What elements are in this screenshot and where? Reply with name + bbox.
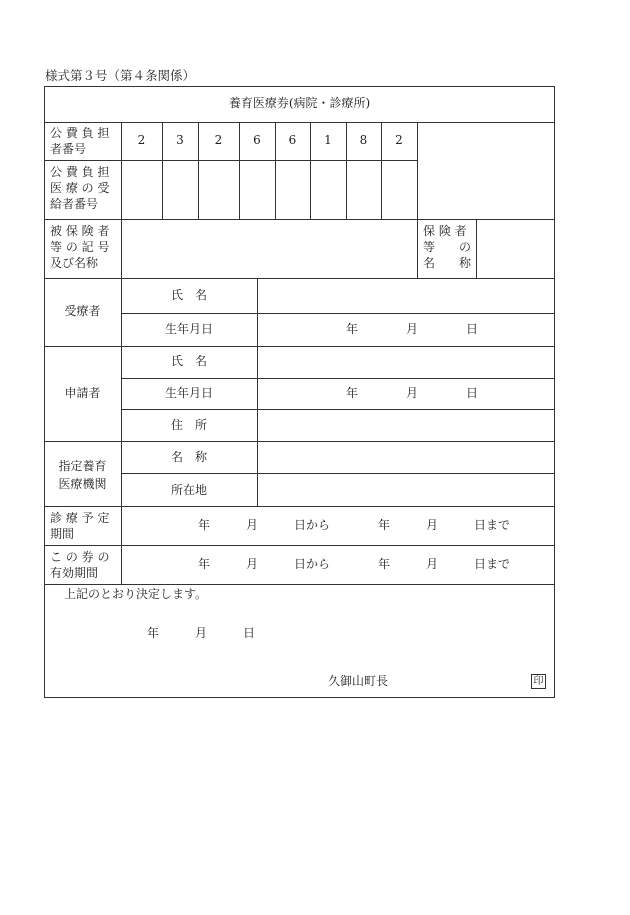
label-line: 保 険 者 bbox=[423, 224, 467, 238]
payer-number-label bbox=[50, 125, 109, 157]
label-line: 被 保 険 者 bbox=[50, 224, 110, 238]
rule bbox=[121, 409, 555, 410]
rule bbox=[121, 473, 555, 474]
label-line: 給者番号 bbox=[50, 197, 99, 211]
validity-label bbox=[50, 549, 109, 581]
issuer-title: 久御山町長 bbox=[328, 674, 389, 688]
rule bbox=[257, 278, 258, 506]
payer-digit: 8 bbox=[359, 133, 368, 147]
applicant-label: 申請者 bbox=[64, 386, 101, 400]
decision-statement: 上記のとおり決定します。 bbox=[64, 587, 208, 601]
label-line: こ の 券 の bbox=[50, 550, 110, 564]
payer-digit: 2 bbox=[395, 133, 403, 147]
institution-location-label: 所在地 bbox=[170, 483, 207, 497]
label-line: 及び名称 bbox=[50, 256, 99, 270]
label-line: 医療機関 bbox=[58, 477, 107, 491]
label-line: 指定養育 bbox=[58, 459, 107, 473]
institution-name-label: 名 称 bbox=[170, 450, 207, 464]
rule bbox=[121, 378, 555, 379]
period-value: 年 月 日から 年 月 日まで bbox=[198, 518, 511, 532]
label-line: 医 療 の 受 bbox=[50, 181, 110, 195]
decision-date: 年 月 日 bbox=[147, 626, 256, 640]
label-line: 公 費 負 担 bbox=[50, 126, 110, 140]
payer-digit: 2 bbox=[214, 133, 223, 147]
label-line: 者番号 bbox=[50, 142, 87, 156]
label-line: 期間 bbox=[50, 527, 75, 541]
payer-digit: 1 bbox=[324, 133, 332, 147]
rule bbox=[44, 584, 555, 585]
applicant-name-label: 氏 名 bbox=[170, 354, 207, 368]
rule bbox=[44, 160, 417, 161]
insured-label bbox=[50, 223, 109, 271]
patient-label: 受療者 bbox=[64, 304, 101, 318]
label-line: 名 称 bbox=[423, 256, 472, 270]
patient-name-label: 氏 名 bbox=[170, 288, 207, 302]
payer-digit: 6 bbox=[253, 133, 261, 147]
patient-dob-label: 生年月日 bbox=[164, 322, 213, 336]
rule bbox=[121, 313, 555, 314]
rule bbox=[121, 122, 122, 584]
recipient-number-label bbox=[50, 164, 109, 212]
seal-stamp-icon: 印 bbox=[531, 674, 546, 689]
validity-value: 年 月 日から 年 月 日まで bbox=[198, 557, 511, 571]
form-caption: 様式第３号（第４条関係） bbox=[45, 68, 196, 83]
period-label bbox=[50, 510, 109, 542]
form-title: 養育医療券(病院・診療所) bbox=[228, 96, 371, 110]
institution-label bbox=[44, 457, 121, 493]
label-line: 公 費 負 担 bbox=[50, 165, 110, 179]
label-line: 有効期間 bbox=[50, 566, 99, 580]
applicant-dob-label: 生年月日 bbox=[164, 386, 213, 400]
rule bbox=[476, 219, 477, 278]
payer-digit: 2 bbox=[137, 133, 146, 147]
patient-dob-value: 年 月 日 bbox=[346, 322, 479, 336]
applicant-address-label: 住 所 bbox=[170, 418, 207, 432]
rule bbox=[417, 122, 418, 278]
applicant-dob-value: 年 月 日 bbox=[346, 386, 479, 400]
insurer-label bbox=[423, 223, 471, 271]
payer-digit: 6 bbox=[288, 133, 297, 147]
label-line: 等 の 記 号 bbox=[50, 240, 110, 254]
label-line: 診 療 予 定 bbox=[50, 511, 110, 525]
label-line: 等 の bbox=[423, 240, 472, 254]
payer-digit: 3 bbox=[176, 133, 184, 147]
